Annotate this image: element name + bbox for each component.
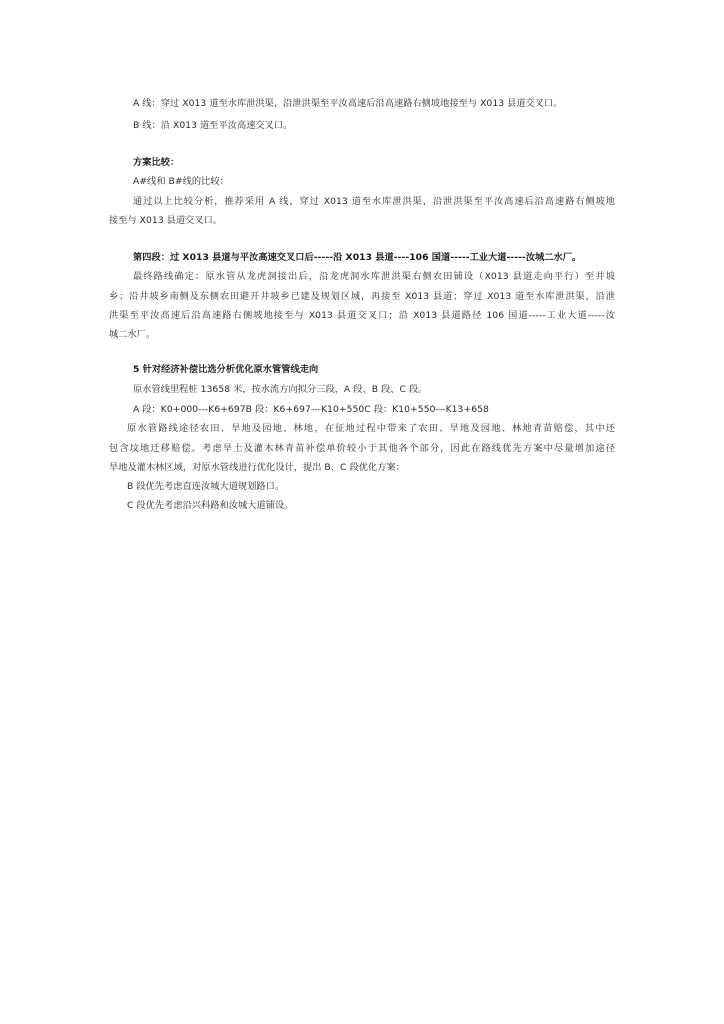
stage4-paragraph-line-3: 洪渠至平汝高速后沿高速路右侧坡地接至与 X013 县道交叉口；沿 X013 县道路径 106 国道-----工业大道-----汝 <box>109 310 615 321</box>
option-b-text: B 段优先考虑直连汝城大道规划路口。 <box>127 481 285 492</box>
compare-subheading: A#线和 B#线的比较： <box>133 176 229 187</box>
segments-text: A 段：K0+000---K6+697B 段：K6+697---K10+550C 段：K10+550---K13+658 <box>133 404 489 415</box>
pipe-length-text: 原水管线里程桩 13658 米，按水流方向拟分三段，A 段、B 段、C 段。 <box>133 384 428 395</box>
stage4-paragraph-line-1: 最终路线确定：原水管从龙虎洞接出后，沿龙虎洞水库泄洪渠右侧农田铺设（X013 县道走向平行）至井坡 <box>133 271 615 282</box>
stage4-heading: 第四段：过 X013 县道与平汝高速交叉口后-----沿 X013 县道----106 国道-----工业大道-----汝城二水厂。 <box>133 252 582 263</box>
stage4-paragraph-line-2: 乡；沿井坡乡南侧及东侧农田避开井坡乡已建及规划区域，再接至 X013 县道；穿过 X013 道至水库泄洪渠，沿泄 <box>109 291 615 302</box>
compare-heading: 方案比较： <box>133 157 180 168</box>
compare-paragraph-line-2: 接至与 X013 县道交叉口。 <box>109 215 223 226</box>
compare-paragraph-line-1: 通过以上比较分析，推荐采用 A 线，穿过 X013 道至水库泄洪渠，沿泄洪渠至平汝高速后沿高速路右侧坡地 <box>133 196 615 207</box>
route-b-text: B 线：沿 X013 道至平汝高速交叉口。 <box>133 120 293 131</box>
compensation-paragraph-line-2: 包含坟地迁移赔偿。考虑旱土及灌木林青苗补偿单价较小于其他各个部分，因此在路线优先方案中尽量增加途径 <box>109 443 615 454</box>
section5-heading: 5 针对经济补偿比选分析优化原水管管线走向 <box>133 364 319 375</box>
compensation-paragraph-line-3: 旱地及灌木林区域，对原水管线进行优化设计，提出 B、C 段优化方案： <box>109 462 405 473</box>
option-c-text: C 段优先考虑沿兴科路和汝城大道铺设。 <box>127 500 294 511</box>
compensation-paragraph-line-1: 原水管路线途径农田、旱地及园地、林地，在征地过程中带来了农田、旱地及园地、林地青苗赔偿，其中还 <box>127 423 615 434</box>
route-a-text: A 线：穿过 X013 道至水库泄洪渠，沿泄洪渠至平汝高速后沿高速路右侧坡地接至与 X013 县道交叉口。 <box>133 98 563 109</box>
stage4-paragraph-line-4: 城二水厂。 <box>109 329 156 340</box>
